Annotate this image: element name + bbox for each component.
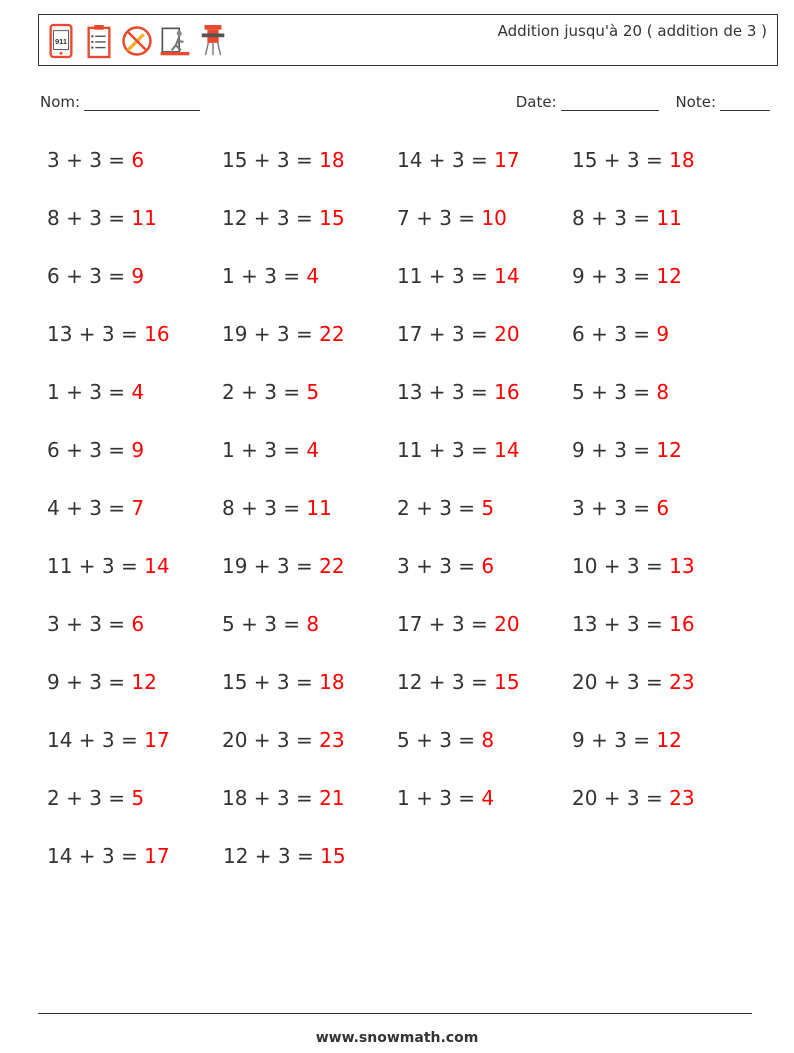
problem-answer: 12 bbox=[656, 438, 682, 462]
name-field bbox=[40, 93, 200, 111]
problem-row bbox=[47, 664, 747, 722]
problem-question: 14 + 3 = bbox=[47, 844, 145, 868]
problem-answer: 15 bbox=[319, 206, 345, 230]
problem-question: 12 + 3 = bbox=[223, 844, 321, 868]
problem-question: 15 + 3 = bbox=[222, 148, 320, 172]
problem-question: 8 + 3 = bbox=[47, 206, 132, 230]
problem-grid bbox=[47, 142, 747, 896]
problem-question: 9 + 3 = bbox=[572, 264, 657, 288]
problem-answer: 8 bbox=[656, 380, 670, 404]
problem-question: 3 + 3 = bbox=[397, 554, 482, 578]
problem-question: 3 + 3 = bbox=[47, 612, 132, 636]
problem-question: 6 + 3 = bbox=[47, 438, 132, 462]
problem-item bbox=[397, 258, 572, 316]
problem-row bbox=[47, 432, 747, 490]
problem-item bbox=[222, 490, 397, 548]
problem-question: 19 + 3 = bbox=[222, 554, 320, 578]
problem-item bbox=[397, 722, 572, 780]
problem-question: 13 + 3 = bbox=[572, 612, 670, 636]
problem-answer: 15 bbox=[494, 670, 520, 694]
problem-row bbox=[47, 780, 747, 838]
name-label: Nom: bbox=[40, 93, 81, 111]
problem-item bbox=[572, 374, 747, 432]
problem-answer: 4 bbox=[131, 380, 145, 404]
problem-answer: 5 bbox=[131, 786, 145, 810]
problem-item bbox=[572, 432, 747, 490]
problem-row bbox=[47, 316, 747, 374]
problem-question: 11 + 3 = bbox=[47, 554, 145, 578]
problem-item bbox=[572, 780, 747, 838]
problem-answer: 16 bbox=[494, 380, 520, 404]
problem-question: 8 + 3 = bbox=[572, 206, 657, 230]
problem-question: 12 + 3 = bbox=[397, 670, 495, 694]
problem-item bbox=[572, 548, 747, 606]
problem-question: 14 + 3 = bbox=[397, 148, 495, 172]
footer-website: www.snowmath.com bbox=[315, 1030, 479, 1046]
problem-answer: 6 bbox=[131, 612, 145, 636]
problem-row bbox=[47, 838, 747, 896]
problem-answer: 4 bbox=[306, 438, 320, 462]
problem-question: 20 + 3 = bbox=[572, 670, 670, 694]
date-label: Date: bbox=[515, 93, 557, 111]
problem-question: 1 + 3 = bbox=[222, 264, 307, 288]
problem-item bbox=[47, 490, 222, 548]
problem-row bbox=[47, 606, 747, 664]
problem-answer: 8 bbox=[481, 728, 495, 752]
problem-item bbox=[47, 780, 222, 838]
problem-answer: 11 bbox=[656, 206, 682, 230]
problem-item bbox=[47, 548, 222, 606]
problem-question: 11 + 3 = bbox=[397, 264, 495, 288]
problem-answer: 16 bbox=[144, 322, 170, 346]
problem-answer: 8 bbox=[306, 612, 320, 636]
problem-item bbox=[222, 432, 397, 490]
date-note-fields bbox=[516, 93, 770, 111]
problem-question: 3 + 3 = bbox=[572, 496, 657, 520]
problem-question: 17 + 3 = bbox=[397, 322, 495, 346]
problem-answer: 5 bbox=[306, 380, 320, 404]
problem-item bbox=[222, 780, 397, 838]
problem-item bbox=[47, 722, 222, 780]
problem-question: 10 + 3 = bbox=[572, 554, 670, 578]
problem-question: 13 + 3 = bbox=[47, 322, 145, 346]
problem-answer: 12 bbox=[656, 728, 682, 752]
problem-item bbox=[572, 606, 747, 664]
problem-item bbox=[397, 664, 572, 722]
problem-question: 1 + 3 = bbox=[47, 380, 132, 404]
problem-item bbox=[397, 374, 572, 432]
problem-question: 9 + 3 = bbox=[572, 728, 657, 752]
problem-question: 1 + 3 = bbox=[397, 786, 482, 810]
problem-item bbox=[397, 432, 572, 490]
footer-divider bbox=[38, 1013, 752, 1014]
problem-question: 2 + 3 = bbox=[397, 496, 482, 520]
problem-question: 6 + 3 = bbox=[572, 322, 657, 346]
problem-question: 18 + 3 = bbox=[222, 786, 320, 810]
emergency-exit-icon bbox=[159, 22, 191, 60]
problem-answer: 9 bbox=[131, 438, 145, 462]
problem-answer: 23 bbox=[669, 670, 695, 694]
problem-item bbox=[222, 142, 397, 200]
problem-answer: 6 bbox=[131, 148, 145, 172]
problem-item bbox=[47, 258, 222, 316]
problem-answer: 22 bbox=[319, 322, 345, 346]
problem-item bbox=[47, 316, 222, 374]
worksheet-title: Addition jusqu'à 20 ( addition de 3 ) bbox=[497, 22, 767, 40]
problem-answer: 18 bbox=[319, 148, 345, 172]
problem-answer: 12 bbox=[656, 264, 682, 288]
problem-answer: 11 bbox=[131, 206, 157, 230]
problem-question: 12 + 3 = bbox=[222, 206, 320, 230]
problem-question: 17 + 3 = bbox=[397, 612, 495, 636]
problem-answer: 14 bbox=[494, 264, 520, 288]
problem-item bbox=[223, 838, 399, 896]
problem-item bbox=[397, 142, 572, 200]
problem-item bbox=[222, 664, 397, 722]
problem-question: 9 + 3 = bbox=[47, 670, 132, 694]
problem-answer: 16 bbox=[669, 612, 695, 636]
problem-answer: 17 bbox=[144, 728, 170, 752]
header-icons bbox=[45, 21, 229, 61]
problem-answer: 7 bbox=[131, 496, 145, 520]
problem-answer: 21 bbox=[319, 786, 345, 810]
problem-answer: 20 bbox=[494, 322, 520, 346]
problem-item bbox=[222, 374, 397, 432]
problem-row bbox=[47, 200, 747, 258]
problem-item bbox=[47, 432, 222, 490]
problem-answer: 5 bbox=[481, 496, 495, 520]
problem-answer: 18 bbox=[669, 148, 695, 172]
problem-question: 6 + 3 = bbox=[47, 264, 132, 288]
problem-question: 7 + 3 = bbox=[397, 206, 482, 230]
problem-answer: 23 bbox=[319, 728, 345, 752]
date-blank-line bbox=[561, 96, 659, 111]
problem-answer: 10 bbox=[481, 206, 507, 230]
problem-question: 4 + 3 = bbox=[47, 496, 132, 520]
problem-row bbox=[47, 374, 747, 432]
problem-question: 1 + 3 = bbox=[222, 438, 307, 462]
phone-911-label: 911 bbox=[54, 36, 68, 46]
problem-answer: 11 bbox=[306, 496, 332, 520]
problem-answer: 17 bbox=[494, 148, 520, 172]
problem-answer: 6 bbox=[481, 554, 495, 578]
problem-item bbox=[572, 490, 747, 548]
checklist-icon bbox=[83, 22, 115, 60]
problem-item bbox=[222, 722, 397, 780]
problem-answer: 14 bbox=[144, 554, 170, 578]
problem-answer: 4 bbox=[306, 264, 320, 288]
problem-item bbox=[222, 200, 397, 258]
problem-item bbox=[572, 142, 747, 200]
problem-item bbox=[47, 838, 223, 896]
problem-item bbox=[397, 606, 572, 664]
problem-item bbox=[222, 548, 397, 606]
problem-row bbox=[47, 548, 747, 606]
no-smoking-icon bbox=[121, 22, 153, 60]
problem-answer: 9 bbox=[131, 264, 145, 288]
problem-row bbox=[47, 490, 747, 548]
problem-answer: 18 bbox=[319, 670, 345, 694]
problem-answer: 15 bbox=[320, 844, 346, 868]
problem-item bbox=[222, 258, 397, 316]
problem-answer: 4 bbox=[481, 786, 495, 810]
problem-item bbox=[47, 374, 222, 432]
problem-question: 2 + 3 = bbox=[47, 786, 132, 810]
worksheet-header bbox=[38, 14, 778, 66]
problem-answer: 9 bbox=[656, 322, 670, 346]
problem-item bbox=[397, 780, 572, 838]
problem-item bbox=[397, 316, 572, 374]
problem-question: 15 + 3 = bbox=[572, 148, 670, 172]
problem-answer: 12 bbox=[131, 670, 157, 694]
note-label: Note: bbox=[675, 93, 716, 111]
problem-row bbox=[47, 722, 747, 780]
problem-item bbox=[572, 200, 747, 258]
problem-answer: 20 bbox=[494, 612, 520, 636]
problem-question: 20 + 3 = bbox=[222, 728, 320, 752]
problem-question: 20 + 3 = bbox=[572, 786, 670, 810]
problem-item bbox=[47, 142, 222, 200]
problem-answer: 17 bbox=[144, 844, 170, 868]
problem-question: 3 + 3 = bbox=[47, 148, 132, 172]
note-blank-line bbox=[720, 96, 770, 111]
problem-question: 8 + 3 = bbox=[222, 496, 307, 520]
problem-item bbox=[397, 200, 572, 258]
problem-question: 19 + 3 = bbox=[222, 322, 320, 346]
problem-item bbox=[397, 490, 572, 548]
problem-answer: 6 bbox=[656, 496, 670, 520]
problem-answer: 14 bbox=[494, 438, 520, 462]
problem-item bbox=[47, 664, 222, 722]
problem-row bbox=[47, 258, 747, 316]
problem-row bbox=[47, 142, 747, 200]
problem-question: 15 + 3 = bbox=[222, 670, 320, 694]
phone-911-icon bbox=[45, 22, 77, 60]
problem-question: 11 + 3 = bbox=[397, 438, 495, 462]
problem-answer: 22 bbox=[319, 554, 345, 578]
problem-question: 5 + 3 = bbox=[222, 612, 307, 636]
problem-item bbox=[572, 722, 747, 780]
problem-item bbox=[397, 548, 572, 606]
problem-question: 14 + 3 = bbox=[47, 728, 145, 752]
problem-item bbox=[222, 606, 397, 664]
problem-answer: 23 bbox=[669, 786, 695, 810]
problem-item bbox=[47, 200, 222, 258]
problem-question: 9 + 3 = bbox=[572, 438, 657, 462]
problem-question: 2 + 3 = bbox=[222, 380, 307, 404]
problem-item bbox=[572, 316, 747, 374]
problem-question: 13 + 3 = bbox=[397, 380, 495, 404]
fire-hydrant-icon bbox=[197, 22, 229, 60]
problem-item bbox=[222, 316, 397, 374]
problem-item bbox=[572, 664, 747, 722]
problem-answer: 13 bbox=[669, 554, 695, 578]
problem-question: 5 + 3 = bbox=[397, 728, 482, 752]
problem-item bbox=[572, 258, 747, 316]
problem-item bbox=[47, 606, 222, 664]
name-blank-line bbox=[84, 96, 200, 111]
problem-question: 5 + 3 = bbox=[572, 380, 657, 404]
